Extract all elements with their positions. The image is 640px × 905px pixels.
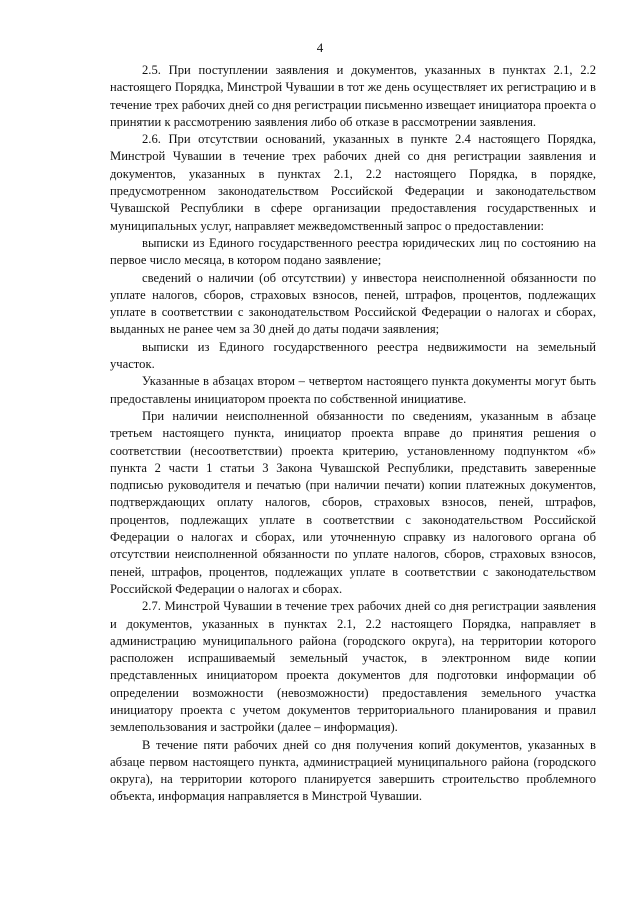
- page-number: 4: [316, 40, 324, 55]
- paragraph-2-6-item-legal-entities-extract: выписки из Единого государственного реестра юридических лиц по состоянию на первое число месяца, в котором подано заявление;: [110, 235, 596, 268]
- paragraph-2-6-item-real-estate-extract: выписки из Единого государственного реестра недвижимости на земельный участок.: [110, 339, 596, 372]
- document-body: [110, 62, 596, 806]
- paragraph-2-5: 2.5. При поступлении заявления и документов, указанных в пунктах 2.1, 2.2 настоящего Порядка, Минстрой Чувашии в тот же день осуществляет их регистрацию и в течение трех рабочих дней со дня регистрации письменно извещает инициатора проекта о принятии к рассмотрению заявления либо об отказе в рассмотрении заявления.: [110, 63, 596, 129]
- paragraph-2-6-own-initiative: Указанные в абзацах втором – четвертом настоящего пункта документы могут быть предоставлены инициатором проекта по собственной инициативе.: [110, 374, 596, 406]
- paragraph-2-7: 2.7. Минстрой Чувашии в течение трех рабочих дней со дня регистрации заявления и документов, указанных в пунктах 2.1, 2.2 настоящего Порядка, направляет в администрацию муниципального района (городского округа), на территории которого расположен испрашиваемый земельный участок, в электронном виде копии представленных инициатором проекта документов для подготовки информации об определении возможности (невозможности) предоставления земельного участка инициатору проекта с учетом документов территориального планирования и правил землепользования и застройки (далее – информация).: [110, 599, 596, 735]
- paragraph-2-6-unfulfilled-obligation: При наличии неисполненной обязанности по сведениям, указанным в абзаце третьем настоящего пункта, инициатор проекта вправе до принятия решения о соответствии (несоответствии) проекта критерию, установленному подпунктом «б» пункта 2 части 1 статьи 3 Закона Чувашской Республики, представить заверенные подписью руководителя и печатью (при наличии печати) копии платежных документов, подтверждающих оплату налогов, сборов, страховых взносов, пеней, штрафов, процентов, подлежащих уплате в соответствии с законодательством Российской Федерации о налогах и сборах, или уточненную справку из налогового органа об отсутствии неисполненной обязанности по уплате налогов, сборов, страховых взносов, пеней, штрафов, процентов, подлежащих уплате в соответствии с законодательством Российской Федерации о налогах и сборах.: [110, 408, 596, 596]
- paragraph-2-6: 2.6. При отсутствии оснований, указанных в пункте 2.4 настоящего Порядка, Минстрой Чувашии в течение трех рабочих дней со дня регистрации заявления и документов, указанных в пунктах 2.1, 2.2 настоящего Порядка, в порядке, предусмотренном законодательством Российской Федерации и законодательством Чувашской Республики в сфере организации предоставления государственных и муниципальных услуг, направляет межведомственный запрос о предоставлении:: [110, 132, 596, 233]
- paragraph-2-6-item-tax-debt-info: сведений о наличии (об отсутствии) у инвестора неисполненной обязанности по уплате налогов, сборов, страховых взносов, пеней, штрафов, процентов, подлежащих уплате в соответствии с законодательством Российской Федерации о налогах и сборах, выданных не ранее чем за 30 дней до даты подачи заявления;: [110, 270, 596, 337]
- paragraph-2-7-five-days: В течение пяти рабочих дней со дня получения копий документов, указанных в абзаце первом настоящего пункта, администрацией муниципального района (городского округа), на территории которого планируется завершить строительство проблемного объекта, информация направляется в Минстрой Чувашии.: [110, 737, 596, 804]
